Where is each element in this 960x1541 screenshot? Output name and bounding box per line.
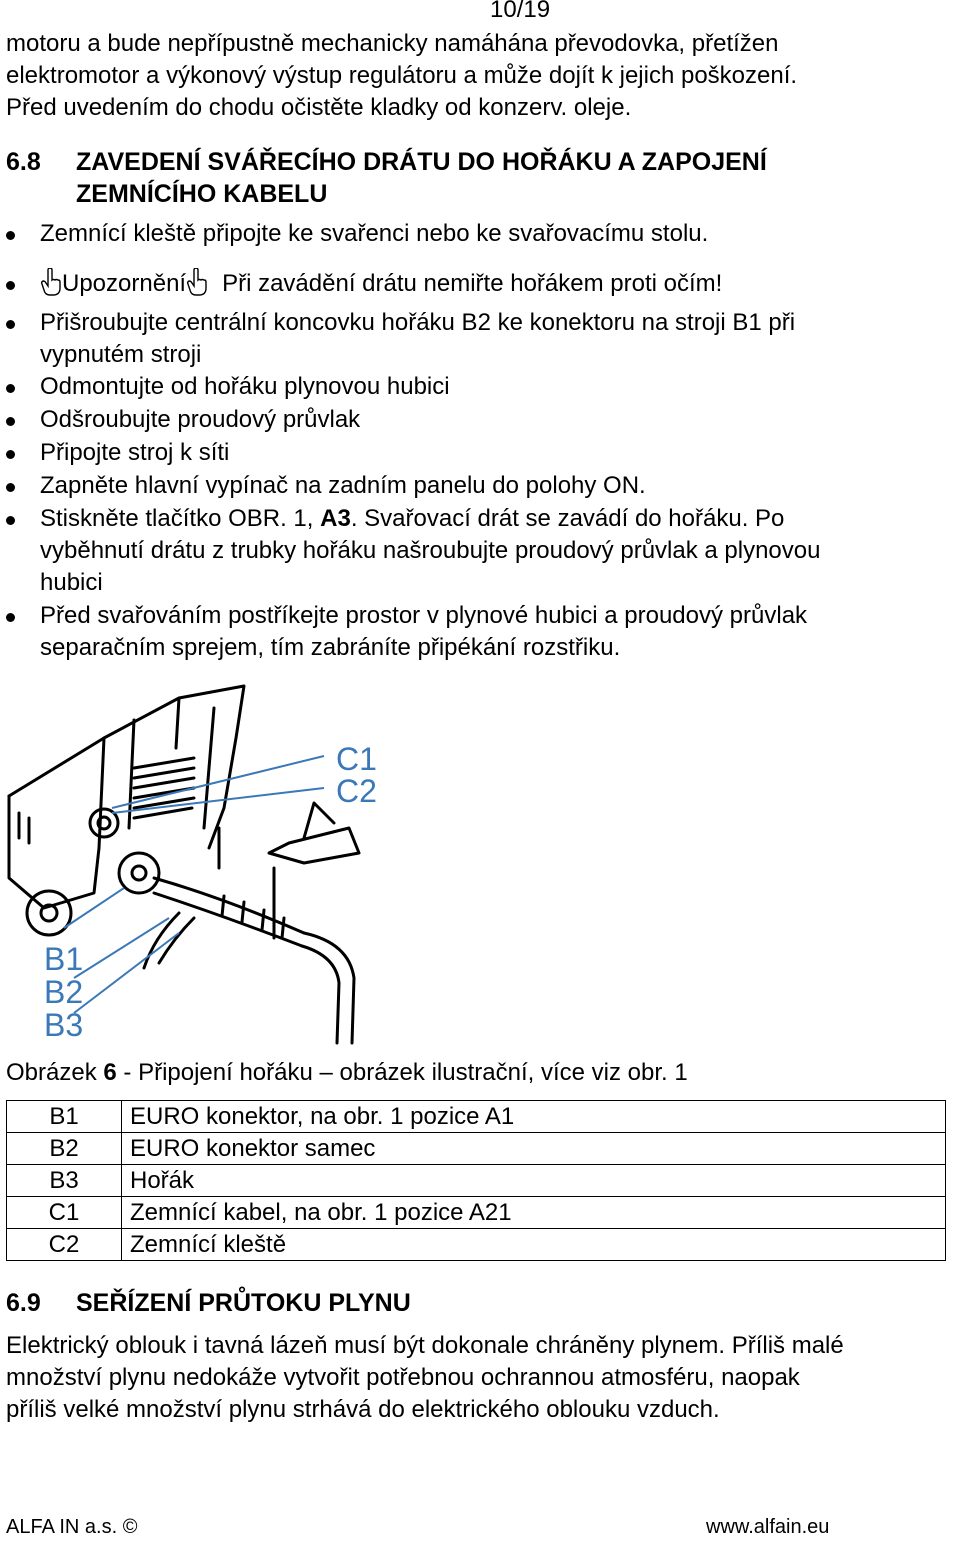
bullet-text: Zapněte hlavní vypínač na zadním panelu do polohy ON. <box>40 472 646 499</box>
legend-code: B1 <box>7 1101 122 1133</box>
pointing-hand-icon <box>40 268 62 296</box>
warning-bullet <box>40 268 722 300</box>
bullet-marker <box>6 417 15 426</box>
bullet-marker <box>6 483 15 492</box>
table-row <box>7 1165 946 1197</box>
section-number: 6.9 <box>6 1289 41 1317</box>
warning-label: Upozornění <box>62 270 187 297</box>
footer-company: ALFA IN a.s. © <box>6 1516 138 1538</box>
legend-desc: Zemnící kabel, na obr. 1 pozice A21 <box>122 1197 946 1229</box>
bullet-text: Odšroubujte proudový průvlak <box>40 406 361 433</box>
bullet-text <box>40 503 784 535</box>
caption-number: 6 <box>103 1059 117 1086</box>
legend-code: C2 <box>7 1229 122 1261</box>
bullet-marker <box>6 613 15 622</box>
legend-desc: Zemnící kleště <box>122 1229 946 1261</box>
figure-caption <box>6 1057 688 1089</box>
bullet-text-part: . Svařovací drát se zavádí do hořáku. Po <box>350 505 785 532</box>
legend-desc: EURO konektor, na obr. 1 pozice A1 <box>122 1101 946 1133</box>
figure-label-b3: B3 <box>44 1007 84 1043</box>
legend-code: C1 <box>7 1197 122 1229</box>
bullet-marker <box>6 384 15 393</box>
body-line: Elektrický oblouk i tavná lázeň musí být dokonale chráněny plynem. Příliš malé <box>6 1332 844 1359</box>
legend-desc: Hořák <box>122 1165 946 1197</box>
table-row <box>7 1133 946 1165</box>
torch-connection-figure <box>4 678 384 1050</box>
warning-text: Při zavádění drátu nemiřte hořákem proti očím! <box>222 270 723 297</box>
bullet-marker <box>6 320 15 329</box>
bullet-text-bold: A3 <box>320 505 351 532</box>
bullet-text: hubici <box>40 569 103 596</box>
caption-text: - Připojení hořáku – obrázek ilustrační, více viz obr. 1 <box>116 1059 688 1086</box>
legend-desc: EURO konektor samec <box>122 1133 946 1165</box>
legend-table <box>6 1100 946 1261</box>
section-title: ZAVEDENÍ SVÁŘECÍHO DRÁTU DO HOŘÁKU A ZAPOJENÍ <box>76 148 767 176</box>
table-row <box>7 1197 946 1229</box>
bullet-text: separačním sprejem, tím zabráníte připékání rozstřiku. <box>40 634 621 661</box>
body-line: příliš velké množství plynu strhává do elektrického oblouku vzduch. <box>6 1396 720 1423</box>
bullet-text: vyběhnutí drátu z trubky hořáku našroubujte proudový průvlak a plynovou <box>40 537 821 564</box>
page-number: 10/19 <box>490 0 551 23</box>
section-title: ZEMNÍCÍHO KABELU <box>76 180 328 208</box>
table-row <box>7 1101 946 1133</box>
pointing-hand-icon <box>186 268 208 296</box>
intro-line: Před uvedením do chodu očistěte kladky od konzerv. oleje. <box>6 94 632 121</box>
table-row <box>7 1229 946 1261</box>
bullet-text: vypnutém stroji <box>40 341 202 368</box>
bullet-text: Odmontujte od hořáku plynovou hubici <box>40 373 450 400</box>
bullet-text: Před svařováním postříkejte prostor v plynové hubici a proudový průvlak <box>40 602 808 629</box>
intro-line: motoru a bude nepřípustně mechanicky namáhána převodovka, přetížen <box>6 30 779 57</box>
bullet-marker <box>6 450 15 459</box>
bullet-marker <box>6 516 15 525</box>
figure-label-c2: C2 <box>336 773 377 809</box>
bullet-text: Zemnící kleště připojte ke svařenci nebo ke svařovacímu stolu. <box>40 220 709 247</box>
section-number: 6.8 <box>6 148 41 176</box>
figure-label-b2: B2 <box>44 974 84 1010</box>
legend-code: B3 <box>7 1165 122 1197</box>
bullet-text: Přišroubujte centrální koncovku hořáku B2 ke konektoru na stroji B1 při <box>40 309 796 336</box>
bullet-marker <box>6 281 15 290</box>
bullet-marker <box>6 231 15 240</box>
caption-text: Obrázek <box>6 1059 104 1086</box>
legend-code: B2 <box>7 1133 122 1165</box>
body-line: množství plynu nedokáže vytvořit potřebnou ochrannou atmosféru, naopak <box>6 1364 800 1391</box>
footer-website: www.alfain.eu <box>706 1516 830 1538</box>
bullet-text: Připojte stroj k síti <box>40 439 230 466</box>
section-title: SEŘÍZENÍ PRŮTOKU PLYNU <box>76 1289 411 1317</box>
intro-line: elektromotor a výkonový výstup regulátoru a může dojít k jejich poškození. <box>6 62 798 89</box>
figure-label-b1: B1 <box>44 941 84 977</box>
figure-label-c1: C1 <box>336 741 377 777</box>
bullet-text-part: Stiskněte tlačítko OBR. 1, <box>40 505 321 532</box>
